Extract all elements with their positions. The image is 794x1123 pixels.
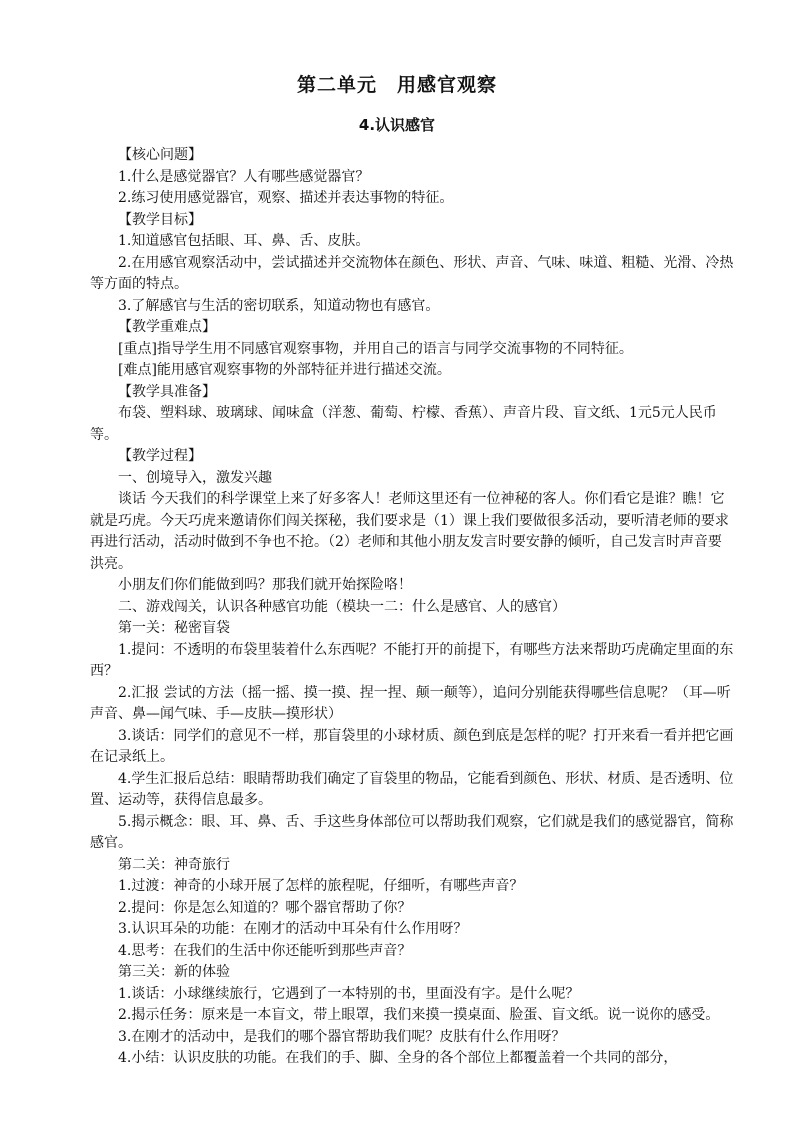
lesson-subtitle: 4.认识感官 (358, 116, 436, 134)
paragraph: 小朋友们你们能做到吗？那我们就开始探险咯！ (118, 577, 412, 593)
section-heading: 【教学具准备】 (118, 383, 216, 400)
paragraph: 1.什么是感觉器官？人有哪些感觉器官？ (118, 168, 370, 185)
paragraph: 布袋、塑料球、玻璃球、闻味盒（洋葱、葡萄、柠檬、香蕉）、声音片段、盲文纸、1元5元人民币等。 (90, 405, 717, 443)
paragraph: 4.思考：在我们的生活中你还能听到那些声音？ (118, 942, 412, 959)
paragraph: 第二关：神奇旅行 (118, 856, 230, 873)
section-heading: 【教学重难点】 (118, 319, 216, 335)
paragraph: 第三关：新的体验 (118, 964, 230, 980)
paragraph: 3.在刚才的活动中，是我们的哪个器官帮助我们呢？皮肤有什么作用呀？ (118, 1028, 566, 1045)
paragraph: 5.揭示概念：眼、耳、鼻、舌、手这些身体部位可以帮助我们观察，它们就是我们的感觉器官，简称感官。 (90, 813, 734, 851)
paragraph: 谈话 今天我们的科学课堂上来了好多客人！老师这里还有一位神秘的客人。你们看它是谁？瞧！它就是巧虎。今天巧虎来邀请你们闯关探秘，我们要求是（1）课上我们要做很多活动，要听清老师的要求再进行活动，活动时做到不争也不抢。（2）老师和其他小朋友发言时要安静的倾听，自己发言时声音要洪亮。 (90, 491, 729, 572)
paragraph: 一、创境导入，激发兴趣 (118, 469, 272, 486)
page-title: 第二单元 用感官观察 (296, 74, 497, 96)
section-heading: 【核心问题】 (118, 147, 202, 163)
document-body (90, 145, 735, 1070)
section-heading: 【教学过程】 (118, 448, 202, 464)
paragraph: 2.练习使用感觉器官，观察、描述并表达事物的特征。 (118, 190, 454, 206)
paragraph: 1.过渡：神奇的小球开展了怎样的旅程呢，仔细听，有哪些声音？ (118, 878, 524, 894)
paragraph: 2.汇报 尝试的方法（摇一摇、摸一摸、捏一捏、颠一颠等），追问分别能获得哪些信息呢？（耳—听声音、鼻—闻气味、手—皮肤—摸形状） (90, 684, 731, 722)
paragraph: 2.在用感官观察活动中，尝试描述并交流物体在颜色、形状、声音、气味、味道、粗糙、光滑、冷热等方面的特点。 (90, 254, 734, 292)
paragraph: [难点]能用感官观察事物的外部特征并进行描述交流。 (118, 362, 451, 378)
paragraph: [重点]指导学生用不同感官观察事物，并用自己的语言与同学交流事物的不同特征。 (118, 340, 633, 357)
paragraph: 2.提问：你是怎么知道的？哪个器官帮助了你？ (118, 899, 412, 916)
paragraph: 二、游戏闯关，认识各种感官功能（模块一二：什么是感官、人的感官） (118, 598, 566, 615)
paragraph: 3.了解感官与生活的密切联系，知道动物也有感官。 (118, 297, 440, 314)
paragraph: 1.知道感官包括眼、耳、鼻、舌、皮肤。 (118, 233, 370, 249)
paragraph: 4.小结：认识皮肤的功能。在我们的手、脚、全身的各个部位上都覆盖着一个共同的部分， (118, 1050, 678, 1066)
paragraph: 1.提问：不透明的布袋里装着什么东西呢？不能打开的前提下，有哪些方法来帮助巧虎确定里面的东西？ (90, 641, 734, 679)
section-heading: 【教学目标】 (118, 211, 202, 228)
paragraph: 2.揭示任务：原来是一本盲文，带上眼罩，我们来摸一摸桌面、脸蛋、盲文纸。说一说你的感受。 (118, 1007, 720, 1023)
paragraph: 1.谈话：小球继续旅行，它遇到了一本特别的书，里面没有字。是什么呢？ (118, 985, 580, 1002)
paragraph: 第一关：秘密盲袋 (118, 620, 230, 636)
paragraph: 3.谈话：同学们的意见不一样，那盲袋里的小球材质、颜色到底是怎样的呢？打开来看一看并把它画在记录纸上。 (90, 727, 734, 765)
paragraph: 3.认识耳朵的功能：在刚才的活动中耳朵有什么作用呀？ (118, 921, 468, 937)
paragraph: 4.学生汇报后总结：眼睛帮助我们确定了盲袋里的物品，它能看到颜色、形状、材质、是否透明、位置、运动等，获得信息最多。 (90, 770, 734, 808)
